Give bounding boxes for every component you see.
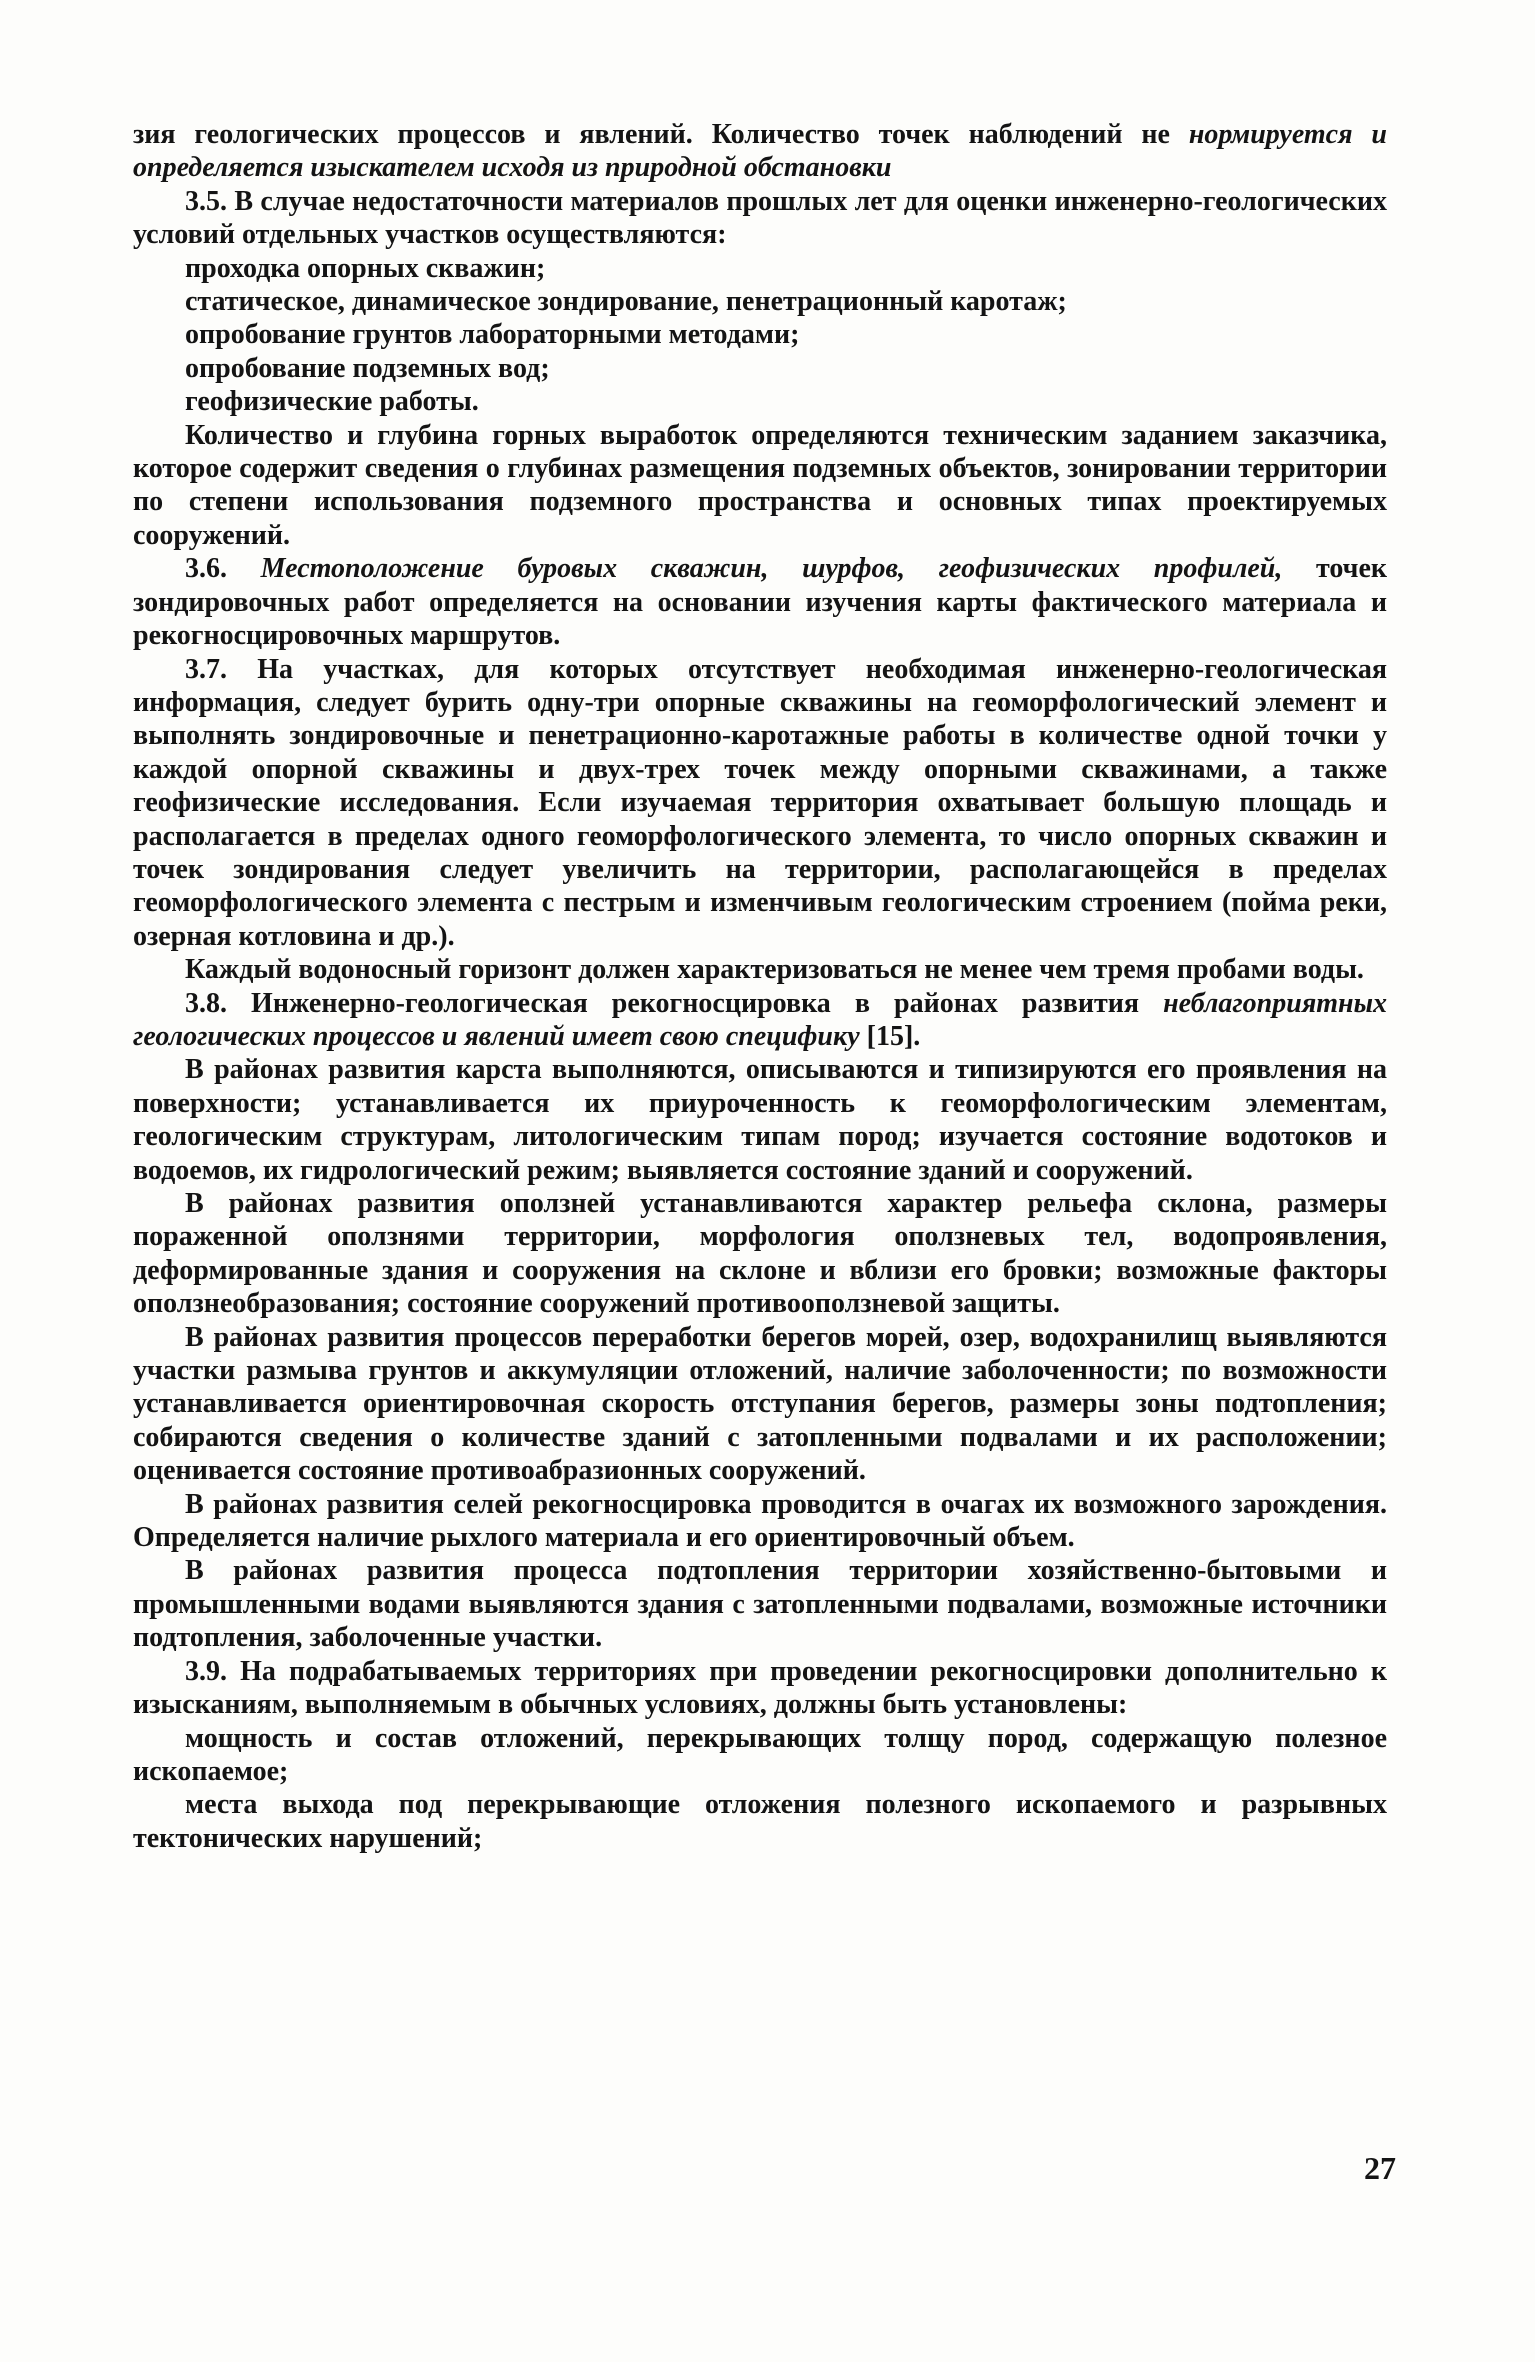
paragraph-flooding: В районах развития процесса подтопления территории хозяйственно-бытовыми и промышленными водами выявляются здания с затопленными подвалами, возможные источники подтопления, заболоченные участки.: [133, 1555, 1387, 1654]
text-run: 3.6.: [185, 553, 261, 585]
paragraph-3-6: [133, 552, 1387, 652]
body-text: [133, 118, 1387, 1855]
list-item: геофизические работы.: [185, 386, 479, 418]
paragraph-landslides: В районах развития оползней устанавливаются характер рельефа склона, размеры пораженной оползнями территории, морфология оползневых тел, водопроявления, деформированные здания и сооружения на склоне и вблизи его бровки; возможные факторы оползнеобразования; состояние сооружений противооползневой защиты.: [133, 1188, 1387, 1320]
list-item: места выхода под перекрывающие отложения полезного ископаемого и разрывных тектонических нарушений;: [133, 1789, 1387, 1854]
paragraph-3-5: 3.5. В случае недостаточности материалов прошлых лет для оценки инженерно-геологических условий отдельных участков осуществляются:: [133, 185, 1387, 251]
paragraph-karst: В районах развития карста выполняются, описываются и типизируются его проявления на поверхности; устанавливается их приуроченность к геоморфологическим элементам, геологическим структурам, литологическим типам пород; изучается состояние водотоков и водоемов, их гидрологический режим; выявляется состояние зданий и сооружений.: [133, 1054, 1387, 1186]
paragraph: Каждый водоносный горизонт должен характеризоваться не менее чем тремя пробами воды.: [185, 954, 1364, 986]
text-run: 3.8. Инженерно-геологическая рекогносцировка в районах развития: [185, 987, 1164, 1019]
list-item: проходка опорных скважин;: [185, 252, 546, 284]
text-run: зия геологических процессов и явлений. Количество точек наблюдений не: [133, 119, 1189, 150]
list-item: опробование грунтов лабораторными методами;: [185, 319, 800, 351]
text-run-italic: нормируется и определяется изыскателем исходя из природной обстановки: [133, 119, 1387, 184]
paragraph-continuation: [133, 118, 1387, 185]
text-run: точек зондировочных работ определяется на основании изучения карты фактического материала и рекогносцировочных маршрутов.: [133, 553, 1388, 652]
paragraph-3-8: [133, 987, 1387, 1054]
list-item: опробование подземных вод;: [185, 352, 550, 384]
paragraph-3-7: 3.7. На участках, для которых отсутствует необходимая инженерно-геологическая информация, следует бурить одну-три опорные скважины на геоморфологический элемент и выполнять зондировочные и пенетрационно-каротажные работы в количестве одной точки у каждой опорной скважины и двух-трех точек между опорными скважинами, а также геофизические исследования. Если изучаемая территория охватывает большую площадь и располагается в пределах одного геоморфологического элемента, то число опорных скважин и точек зондирования следует увеличить на территории, располагающейся в пределах геоморфологического элемента с пестрым и изменчивым геологическим строением (пойма реки, озерная котловина и др.).: [133, 653, 1387, 952]
paragraph-mudflows: В районах развития селей рекогносцировка проводится в очагах их возможного зарождения. Определяется наличие рыхлого материала и его ориентировочный объем.: [133, 1488, 1387, 1554]
paragraph-3-9: 3.9. На подрабатываемых территориях при проведении рекогносцировки дополнительно к изысканиям, выполняемым в обычных условиях, должны быть установлены:: [133, 1655, 1387, 1721]
text-run-italic: неблагоприятных геологических процессов и явлений имеет свою специфику: [133, 987, 1387, 1052]
list-item: мощность и состав отложений, перекрывающих толщу пород, содержащую полезное ископаемое;: [133, 1722, 1387, 1787]
paragraph: Количество и глубина горных выработок определяются техническим заданием заказчика, которое содержит сведения о глубинах размещения подземных объектов, зонировании территории по степени использования подземного пространства и основных типах проектируемых сооружений.: [133, 419, 1387, 551]
page-number: 27: [1364, 2150, 1396, 2186]
list-item: статическое, динамическое зондирование, пенетрационный каротаж;: [185, 286, 1067, 318]
paragraph-shores: В районах развития процессов переработки берегов морей, озер, водохранилищ выявляются участки размыва грунтов и аккумуляции отложений, наличие заболоченности; по возможности устанавливается ориентировочная скорость отступания берегов, размеры зоны подтопления; собираются сведения о количестве зданий с затопленными подвалами и их расположении; оценивается состояние противоабразионных сооружений.: [133, 1321, 1387, 1487]
text-run-italic: Местоположение буровых скважин, шурфов, геофизических профилей,: [260, 553, 1283, 585]
text-run: [15].: [859, 1020, 921, 1052]
